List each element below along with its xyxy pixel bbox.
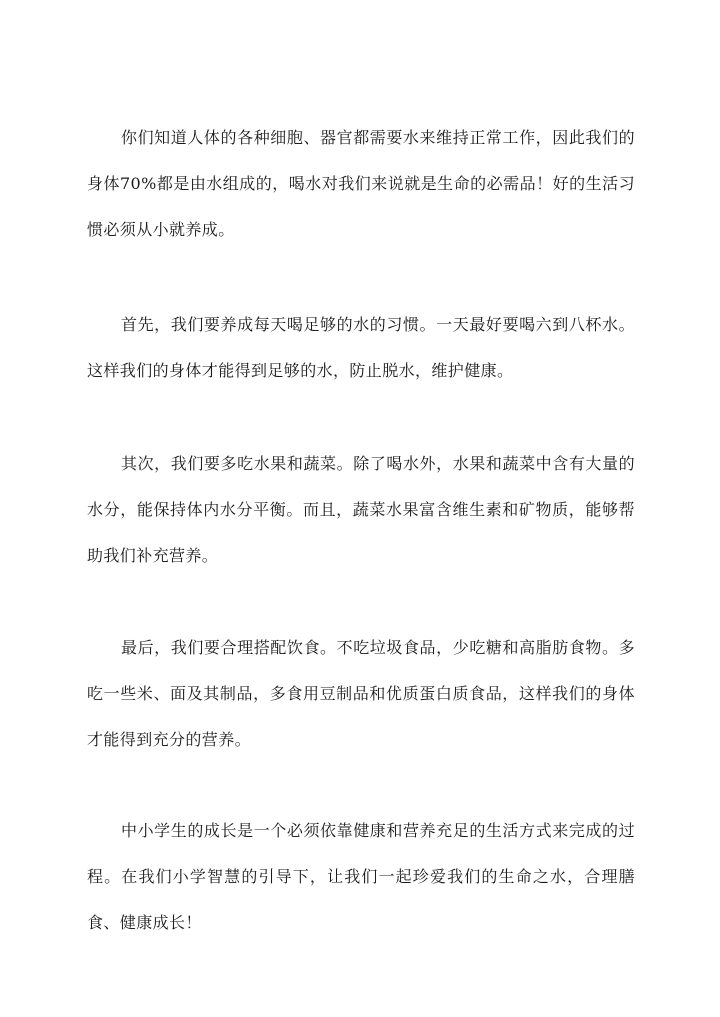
paragraph-fruits-vegetables: 其次，我们要多吃水果和蔬菜。除了喝水外，水果和蔬菜中含有大量的水分，能保持体内水分平衡。而且，蔬菜水果富含维生素和矿物质，能够帮助我们补充营养。 [87,454,635,565]
paragraph-balanced-diet: 最后，我们要合理搭配饮食。不吃垃圾食品，少吃糖和高脂肪食物。多吃一些米、面及其制品，多食用豆制品和优质蛋白质食品，这样我们的身体才能得到充分的营养。 [87,638,635,749]
paragraph-conclusion: 中小学生的成长是一个必须依靠健康和营养充足的生活方式来完成的过程。在我们小学智慧的引导下，让我们一起珍爱我们的生命之水，合理膳食、健康成长！ [87,821,635,932]
paragraph-drink-water: 首先，我们要养成每天喝足够的水的习惯。一天最好要喝六到八杯水。这样我们的身体才能得到足够的水，防止脱水，维护健康。 [87,315,635,380]
paragraph-intro: 你们知道人体的各种细胞、器官都需要水来维持正常工作，因此我们的身体70%都是由水组成的，喝水对我们来说就是生命的必需品！好的生活习惯必须从小就养成。 [87,128,635,239]
